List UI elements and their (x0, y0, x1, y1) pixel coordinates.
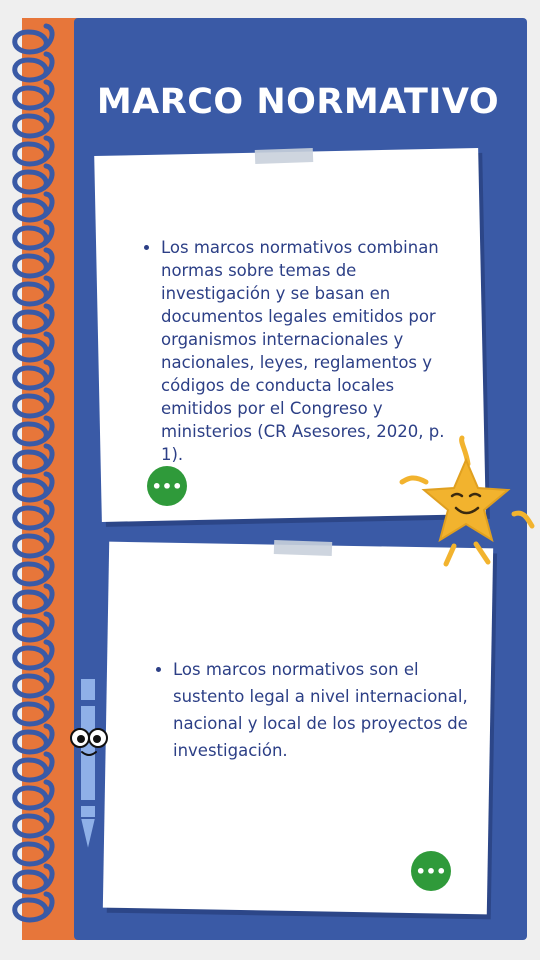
tape-strip (255, 148, 313, 164)
more-options-button-1[interactable]: ••• (147, 466, 187, 506)
page-title: MARCO NORMATIVO (96, 82, 500, 122)
crayon-character-icon (62, 676, 118, 856)
spiral-binding-icon (0, 18, 70, 940)
tape-strip (274, 540, 332, 556)
star-character-icon (396, 430, 536, 570)
more-options-button-2[interactable]: ••• (411, 851, 451, 891)
bullet-item: • Los marcos normativos combinan normas sobre temas de investigación y se basan en documentos legales emitidos por organismos internacionales y nacionales, leyes, reglamentos y códigos de conducta locales emitidos por el Congreso y ministerios (CR Asesores, 2020, p. 1). (161, 236, 454, 466)
bullet-item: • Los marcos normativos son el sustento legal a nivel internacional, nacional y local de los proyectos de investigación. (173, 656, 476, 764)
note-card-2-text (156, 656, 476, 764)
